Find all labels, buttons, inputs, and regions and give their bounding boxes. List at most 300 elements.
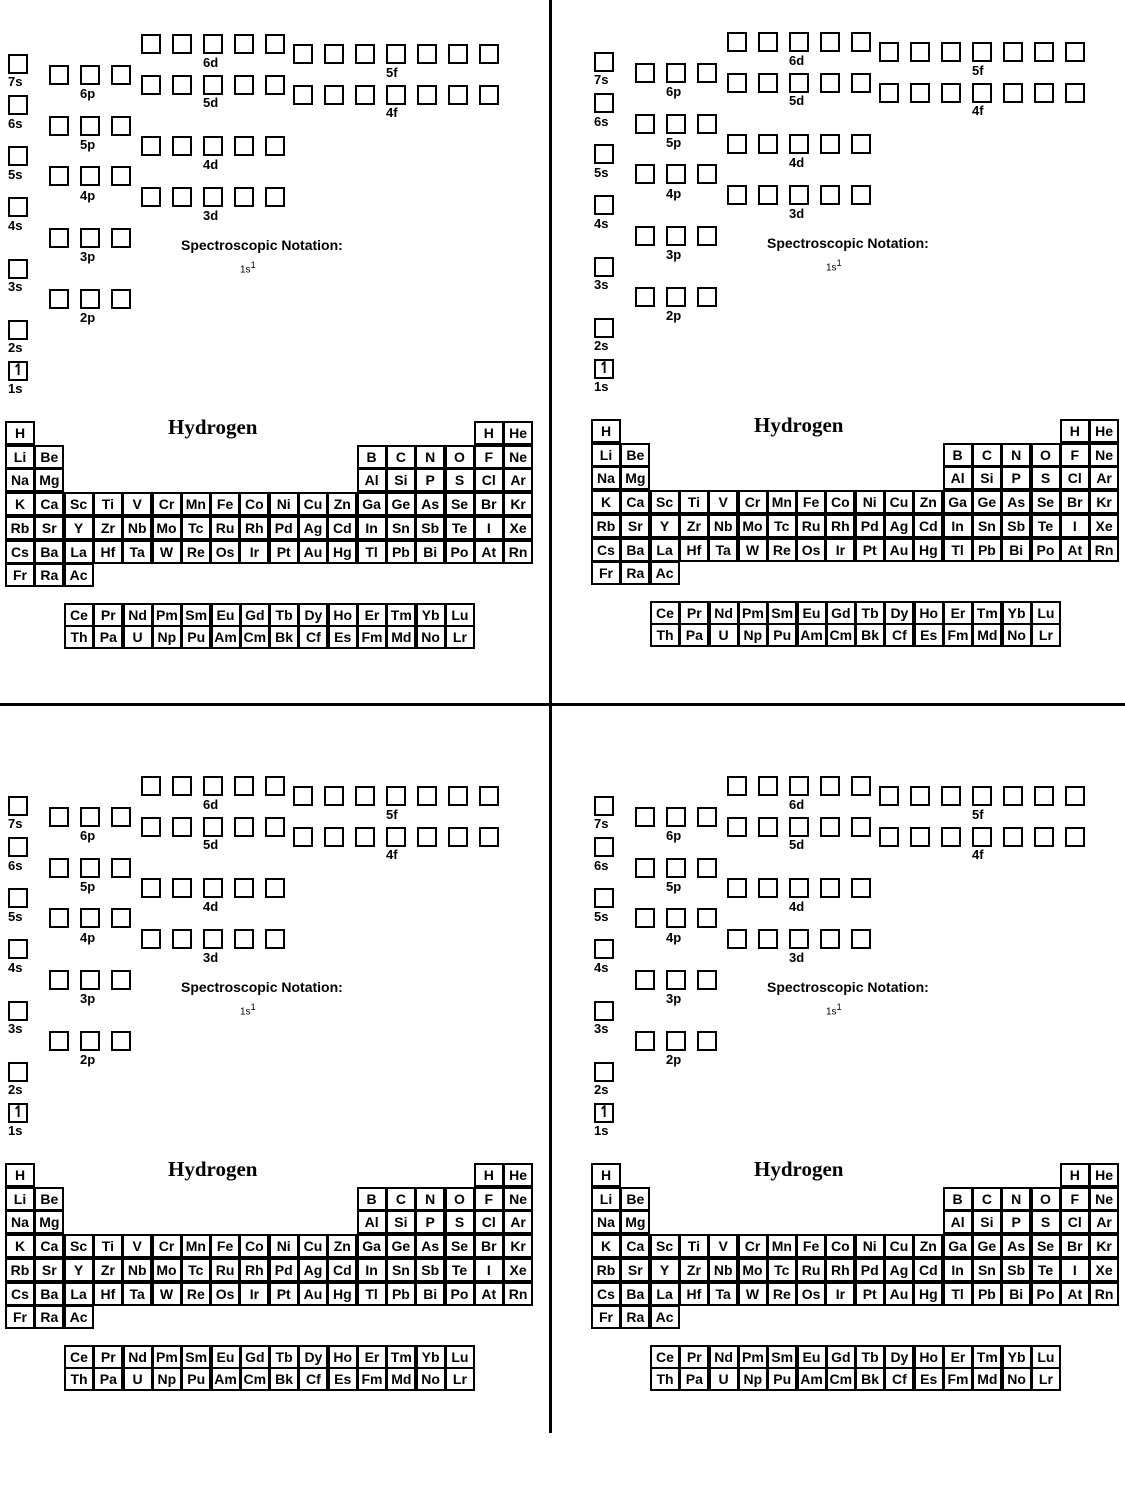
element-cell-H: H: [5, 1163, 35, 1187]
orbital-box-7s[interactable]: [594, 52, 614, 72]
orbital-box-6p[interactable]: [49, 65, 69, 85]
orbital-label-6p: 6p: [80, 86, 96, 101]
element-cell-O: O: [1031, 443, 1061, 467]
orbital-box-4f[interactable]: [355, 827, 375, 847]
orbital-box-5f[interactable]: [972, 42, 992, 62]
orbital-box-6p[interactable]: [697, 63, 717, 83]
orbital-box-5f[interactable]: [324, 44, 344, 64]
orbital-box-4f[interactable]: [324, 827, 344, 847]
orbital-box-3s[interactable]: [8, 1001, 28, 1021]
element-cell-Os: Os: [210, 540, 240, 564]
orbital-box-3p[interactable]: [111, 970, 131, 990]
orbital-box-4s[interactable]: [594, 195, 614, 215]
element-cell-Tm: Tm: [972, 601, 1002, 625]
orbital-box-6d[interactable]: [727, 776, 747, 796]
orbital-box-5d[interactable]: [234, 817, 254, 837]
orbital-box-2s[interactable]: [594, 1062, 614, 1082]
element-cell-Ti: Ti: [679, 490, 709, 514]
element-cell-Hg: Hg: [913, 1282, 943, 1306]
orbital-box-5f[interactable]: [910, 786, 930, 806]
orbital-box-4d[interactable]: [234, 136, 254, 156]
orbital-box-6d[interactable]: [789, 32, 809, 52]
orbital-box-5d[interactable]: [851, 817, 871, 837]
orbital-box-4p[interactable]: [49, 166, 69, 186]
orbital-box-3p[interactable]: [697, 970, 717, 990]
orbital-box-5p[interactable]: [80, 858, 100, 878]
orbital-box-5p[interactable]: [635, 114, 655, 134]
orbital-box-6d[interactable]: [265, 776, 285, 796]
orbital-box-5d[interactable]: [789, 73, 809, 93]
element-cell-Au: Au: [298, 540, 328, 564]
orbital-box-5f[interactable]: [448, 786, 468, 806]
orbital-box-5f[interactable]: [355, 44, 375, 64]
element-cell-Co: Co: [825, 1234, 855, 1258]
element-cell-Tm: Tm: [386, 603, 416, 627]
orbital-box-6d[interactable]: [851, 776, 871, 796]
element-cell-Ra: Ra: [620, 561, 650, 585]
element-cell-He: He: [1089, 1163, 1119, 1187]
orbital-box-2p[interactable]: [697, 287, 717, 307]
orbital-box-2p[interactable]: [80, 1031, 100, 1051]
orbital-box-5p[interactable]: [635, 858, 655, 878]
element-cell-Cf: Cf: [298, 1367, 328, 1391]
orbital-box-3d[interactable]: [758, 929, 778, 949]
orbital-box-3p[interactable]: [111, 228, 131, 248]
orbital-box-5f[interactable]: [479, 786, 499, 806]
orbital-box-2p[interactable]: [666, 287, 686, 307]
orbital-box-2s[interactable]: [8, 1062, 28, 1082]
element-cell-Pm: Pm: [152, 603, 182, 627]
orbital-box-6p[interactable]: [80, 807, 100, 827]
orbital-box-5f[interactable]: [386, 786, 406, 806]
element-cell-Cl: Cl: [1060, 1210, 1090, 1234]
orbital-box-3s[interactable]: [8, 259, 28, 279]
orbital-box-4d[interactable]: [758, 134, 778, 154]
element-cell-Pr: Pr: [679, 601, 709, 625]
orbital-box-6s[interactable]: [8, 837, 28, 857]
orbital-box-6d[interactable]: [203, 776, 223, 796]
orbital-box-5s[interactable]: [594, 888, 614, 908]
orbital-box-5d[interactable]: [820, 817, 840, 837]
orbital-box-5f[interactable]: [417, 786, 437, 806]
orbital-box-4d[interactable]: [265, 136, 285, 156]
orbital-box-5p[interactable]: [49, 858, 69, 878]
orbital-box-4f[interactable]: [417, 827, 437, 847]
orbital-box-6p[interactable]: [49, 807, 69, 827]
orbital-box-4f[interactable]: [972, 83, 992, 103]
orbital-box-5f[interactable]: [910, 42, 930, 62]
orbital-box-4f[interactable]: [417, 85, 437, 105]
element-cell-Ni: Ni: [269, 492, 299, 516]
orbital-box-3p[interactable]: [49, 228, 69, 248]
orbital-box-4f[interactable]: [448, 827, 468, 847]
orbital-box-5d[interactable]: [727, 817, 747, 837]
element-cell-U: U: [709, 1367, 739, 1391]
orbital-box-3d[interactable]: [172, 187, 192, 207]
orbital-box-5d[interactable]: [265, 817, 285, 837]
orbital-box-5p[interactable]: [111, 116, 131, 136]
orbital-box-5s[interactable]: [8, 888, 28, 908]
orbital-box-3d[interactable]: [758, 185, 778, 205]
element-cell-Nd: Nd: [123, 603, 153, 627]
orbital-box-5p[interactable]: [111, 858, 131, 878]
orbital-box-5f[interactable]: [293, 786, 313, 806]
orbital-box-1s[interactable]: [8, 361, 28, 381]
orbital-box-6d[interactable]: [789, 776, 809, 796]
orbital-box-5p[interactable]: [697, 114, 717, 134]
orbital-box-6d[interactable]: [265, 34, 285, 54]
orbital-box-3d[interactable]: [172, 929, 192, 949]
orbital-box-5f[interactable]: [1065, 42, 1085, 62]
orbital-box-5p[interactable]: [80, 116, 100, 136]
element-cell-Te: Te: [445, 516, 475, 540]
orbital-box-4d[interactable]: [851, 134, 871, 154]
orbital-box-1s[interactable]: [8, 1103, 28, 1123]
orbital-box-5d[interactable]: [851, 73, 871, 93]
orbital-box-4d[interactable]: [203, 878, 223, 898]
orbital-box-6d[interactable]: [172, 776, 192, 796]
orbital-box-4f[interactable]: [1003, 827, 1023, 847]
element-cell-Mn: Mn: [767, 490, 797, 514]
orbital-box-6d[interactable]: [172, 34, 192, 54]
element-cell-Ta: Ta: [122, 540, 152, 564]
element-cell-Er: Er: [357, 1345, 387, 1369]
orbital-box-6p[interactable]: [697, 807, 717, 827]
orbital-label-2p: 2p: [80, 1052, 96, 1067]
orbital-box-4d[interactable]: [265, 878, 285, 898]
orbital-box-5d[interactable]: [141, 75, 161, 95]
element-cell-Cs: Cs: [5, 1282, 35, 1306]
orbital-box-2s[interactable]: [8, 320, 28, 340]
orbital-box-2p[interactable]: [80, 289, 100, 309]
orbital-box-6d[interactable]: [758, 776, 778, 796]
orbital-box-5d[interactable]: [265, 75, 285, 95]
element-cell-Yb: Yb: [1002, 601, 1032, 625]
orbital-box-7s[interactable]: [8, 54, 28, 74]
orbital-box-5f[interactable]: [355, 786, 375, 806]
orbital-box-4s[interactable]: [594, 939, 614, 959]
orbital-box-5d[interactable]: [172, 75, 192, 95]
element-cell-Pu: Pu: [181, 1367, 211, 1391]
orbital-box-4d[interactable]: [141, 136, 161, 156]
orbital-box-5f[interactable]: [1003, 786, 1023, 806]
orbital-box-5f[interactable]: [941, 786, 961, 806]
orbital-box-4d[interactable]: [758, 878, 778, 898]
orbital-box-3p[interactable]: [635, 226, 655, 246]
orbital-box-6p[interactable]: [635, 63, 655, 83]
orbital-box-4f[interactable]: [1003, 83, 1023, 103]
element-cell-Fe: Fe: [210, 492, 240, 516]
orbital-box-4f[interactable]: [910, 83, 930, 103]
element-cell-Pd: Pd: [855, 514, 885, 538]
orbital-box-4f[interactable]: [910, 827, 930, 847]
element-cell-Eu: Eu: [211, 1345, 241, 1369]
orbital-box-5p[interactable]: [666, 114, 686, 134]
orbital-box-4f[interactable]: [941, 83, 961, 103]
orbital-box-5f[interactable]: [879, 786, 899, 806]
orbital-worksheet-panel: [0, 0, 549, 700]
orbital-box-4d[interactable]: [789, 134, 809, 154]
orbital-box-6d[interactable]: [727, 32, 747, 52]
orbital-box-6d[interactable]: [758, 32, 778, 52]
orbital-box-2p[interactable]: [697, 1031, 717, 1051]
element-cell-Fe: Fe: [796, 490, 826, 514]
orbital-box-4d[interactable]: [789, 878, 809, 898]
orbital-box-4p[interactable]: [111, 166, 131, 186]
element-cell-H: H: [5, 421, 35, 445]
orbital-box-6s[interactable]: [594, 837, 614, 857]
element-cell-Mg: Mg: [34, 468, 64, 492]
element-cell-Li: Li: [591, 443, 621, 467]
orbital-box-5s[interactable]: [8, 146, 28, 166]
element-cell-Es: Es: [328, 1367, 358, 1391]
orbital-box-4f[interactable]: [293, 85, 313, 105]
orbital-box-5f[interactable]: [1034, 786, 1054, 806]
orbital-box-5d[interactable]: [203, 75, 223, 95]
orbital-label-6d: 6d: [203, 797, 219, 812]
orbital-box-5d[interactable]: [234, 75, 254, 95]
orbital-box-5f[interactable]: [386, 44, 406, 64]
orbital-box-6p[interactable]: [666, 63, 686, 83]
orbital-label-2s: 2s: [594, 1082, 609, 1097]
orbital-box-3p[interactable]: [666, 226, 686, 246]
orbital-box-4d[interactable]: [820, 878, 840, 898]
orbital-box-6d[interactable]: [820, 776, 840, 796]
orbital-box-4f[interactable]: [1065, 827, 1085, 847]
element-cell-I: I: [1060, 1258, 1090, 1282]
orbital-box-3d[interactable]: [727, 185, 747, 205]
orbital-box-4p[interactable]: [666, 908, 686, 928]
orbital-box-4f[interactable]: [479, 85, 499, 105]
element-cell-Re: Re: [181, 1282, 211, 1306]
orbital-box-4d[interactable]: [727, 878, 747, 898]
element-cell-No: No: [416, 625, 446, 649]
orbital-box-5d[interactable]: [203, 817, 223, 837]
orbital-box-6s[interactable]: [594, 93, 614, 113]
element-cell-As: As: [415, 1234, 445, 1258]
orbital-box-4f[interactable]: [386, 827, 406, 847]
orbital-box-4p[interactable]: [635, 908, 655, 928]
orbital-box-3p[interactable]: [49, 970, 69, 990]
element-cell-Hg: Hg: [913, 538, 943, 562]
orbital-box-5p[interactable]: [666, 858, 686, 878]
orbital-box-3d[interactable]: [265, 187, 285, 207]
orbital-box-6d[interactable]: [851, 32, 871, 52]
orbital-box-4s[interactable]: [8, 197, 28, 217]
orbital-box-6s[interactable]: [8, 95, 28, 115]
orbital-box-3s[interactable]: [594, 1001, 614, 1021]
orbital-box-6d[interactable]: [820, 32, 840, 52]
orbital-box-6d[interactable]: [234, 776, 254, 796]
element-cell-Ge: Ge: [972, 1234, 1002, 1258]
orbital-box-3p[interactable]: [666, 970, 686, 990]
orbital-box-4d[interactable]: [727, 134, 747, 154]
orbital-box-2p[interactable]: [111, 289, 131, 309]
orbital-box-3d[interactable]: [234, 187, 254, 207]
orbital-box-4f[interactable]: [324, 85, 344, 105]
orbital-box-3d[interactable]: [141, 187, 161, 207]
element-cell-Tl: Tl: [357, 540, 387, 564]
orbital-box-2s[interactable]: [594, 318, 614, 338]
element-cell-Hg: Hg: [327, 1282, 357, 1306]
orbital-box-6p[interactable]: [635, 807, 655, 827]
orbital-box-6p[interactable]: [666, 807, 686, 827]
orbital-box-5f[interactable]: [972, 786, 992, 806]
orbital-box-5f[interactable]: [417, 44, 437, 64]
orbital-box-2p[interactable]: [111, 1031, 131, 1051]
orbital-box-5d[interactable]: [789, 817, 809, 837]
orbital-box-3d[interactable]: [265, 929, 285, 949]
orbital-box-5f[interactable]: [448, 44, 468, 64]
orbital-box-2p[interactable]: [635, 1031, 655, 1051]
orbital-box-4d[interactable]: [172, 878, 192, 898]
element-cell-Br: Br: [474, 492, 504, 516]
orbital-box-6p[interactable]: [80, 65, 100, 85]
orbital-box-5f[interactable]: [1034, 42, 1054, 62]
element-cell-Dy: Dy: [298, 1345, 328, 1369]
element-cell-Pa: Pa: [93, 1367, 123, 1391]
orbital-box-5d[interactable]: [141, 817, 161, 837]
orbital-box-5d[interactable]: [758, 73, 778, 93]
orbital-box-4f[interactable]: [386, 85, 406, 105]
orbital-box-4d[interactable]: [203, 136, 223, 156]
element-cell-Sb: Sb: [1001, 514, 1031, 538]
element-cell-Md: Md: [972, 623, 1002, 647]
orbital-box-5f[interactable]: [941, 42, 961, 62]
element-cell-Fr: Fr: [591, 1305, 621, 1329]
orbital-box-6d[interactable]: [141, 34, 161, 54]
element-cell-Mo: Mo: [152, 1258, 182, 1282]
orbital-box-4f[interactable]: [1065, 83, 1085, 103]
orbital-box-4f[interactable]: [293, 827, 313, 847]
orbital-box-4f[interactable]: [355, 85, 375, 105]
orbital-box-5d[interactable]: [758, 817, 778, 837]
orbital-box-4p[interactable]: [80, 166, 100, 186]
orbital-box-3s[interactable]: [594, 257, 614, 277]
orbital-box-4p[interactable]: [80, 908, 100, 928]
orbital-box-3p[interactable]: [80, 228, 100, 248]
element-cell-P: P: [1001, 466, 1031, 490]
orbital-box-3d[interactable]: [234, 929, 254, 949]
orbital-label-6d: 6d: [789, 53, 805, 68]
orbital-box-3d[interactable]: [203, 929, 223, 949]
orbital-box-3d[interactable]: [789, 929, 809, 949]
orbital-box-4p[interactable]: [49, 908, 69, 928]
orbital-box-3p[interactable]: [697, 226, 717, 246]
element-cell-No: No: [1002, 623, 1032, 647]
orbital-box-4d[interactable]: [851, 878, 871, 898]
element-cell-Ge: Ge: [972, 490, 1002, 514]
orbital-box-5f[interactable]: [479, 44, 499, 64]
element-cell-Kr: Kr: [503, 492, 533, 516]
orbital-box-4f[interactable]: [941, 827, 961, 847]
orbital-box-7s[interactable]: [8, 796, 28, 816]
orbital-box-4p[interactable]: [111, 908, 131, 928]
orbital-box-2p[interactable]: [635, 287, 655, 307]
element-cell-Cu: Cu: [884, 490, 914, 514]
orbital-box-4f[interactable]: [879, 827, 899, 847]
element-cell-Cd: Cd: [913, 514, 943, 538]
orbital-box-3d[interactable]: [851, 929, 871, 949]
orbital-box-6d[interactable]: [203, 34, 223, 54]
orbital-box-5s[interactable]: [594, 144, 614, 164]
orbital-label-5d: 5d: [789, 93, 805, 108]
orbital-box-5f[interactable]: [1003, 42, 1023, 62]
orbital-box-2p[interactable]: [49, 1031, 69, 1051]
orbital-box-4f[interactable]: [1034, 827, 1054, 847]
orbital-box-5d[interactable]: [727, 73, 747, 93]
orbital-box-4s[interactable]: [8, 939, 28, 959]
element-cell-No: No: [1002, 1367, 1032, 1391]
element-cell-B: B: [943, 443, 973, 467]
orbital-box-4d[interactable]: [234, 878, 254, 898]
element-cell-S: S: [445, 1210, 475, 1234]
orbital-box-5f[interactable]: [324, 786, 344, 806]
element-cell-Kr: Kr: [1089, 1234, 1119, 1258]
orbital-box-6p[interactable]: [111, 65, 131, 85]
orbital-box-5p[interactable]: [49, 116, 69, 136]
orbital-box-3d[interactable]: [203, 187, 223, 207]
orbital-box-6d[interactable]: [234, 34, 254, 54]
orbital-box-6p[interactable]: [111, 807, 131, 827]
orbital-box-4d[interactable]: [172, 136, 192, 156]
orbital-box-3d[interactable]: [727, 929, 747, 949]
orbital-label-4f: 4f: [972, 103, 984, 118]
orbital-box-4d[interactable]: [820, 134, 840, 154]
orbital-box-4f[interactable]: [972, 827, 992, 847]
orbital-box-2p[interactable]: [666, 1031, 686, 1051]
orbital-box-4p[interactable]: [635, 164, 655, 184]
orbital-box-5d[interactable]: [820, 73, 840, 93]
orbital-box-3p[interactable]: [80, 970, 100, 990]
orbital-box-3d[interactable]: [820, 929, 840, 949]
orbital-box-1s[interactable]: [594, 359, 614, 379]
element-cell-Np: Np: [738, 1367, 768, 1391]
orbital-box-5f[interactable]: [879, 42, 899, 62]
orbital-box-5p[interactable]: [697, 858, 717, 878]
orbital-box-4f[interactable]: [448, 85, 468, 105]
orbital-box-5f[interactable]: [1065, 786, 1085, 806]
orbital-box-3p[interactable]: [635, 970, 655, 990]
orbital-box-3d[interactable]: [789, 185, 809, 205]
element-cell-Co: Co: [825, 490, 855, 514]
element-cell-Cr: Cr: [152, 1234, 182, 1258]
orbital-box-4p[interactable]: [697, 908, 717, 928]
orbital-box-7s[interactable]: [594, 796, 614, 816]
orbital-box-4d[interactable]: [141, 878, 161, 898]
orbital-box-4p[interactable]: [697, 164, 717, 184]
orbital-box-1s[interactable]: [594, 1103, 614, 1123]
orbital-box-5f[interactable]: [293, 44, 313, 64]
element-cell-Rn: Rn: [1089, 538, 1119, 562]
notation-orbital: 1s: [240, 1006, 251, 1018]
element-cell-Sb: Sb: [1001, 1258, 1031, 1282]
element-cell-Na: Na: [5, 1210, 35, 1234]
element-cell-Co: Co: [239, 1234, 269, 1258]
orbital-box-4f[interactable]: [879, 83, 899, 103]
orbital-box-3d[interactable]: [851, 185, 871, 205]
orbital-box-3d[interactable]: [820, 185, 840, 205]
orbital-box-5d[interactable]: [172, 817, 192, 837]
orbital-box-6d[interactable]: [141, 776, 161, 796]
orbital-box-4f[interactable]: [479, 827, 499, 847]
orbital-box-2p[interactable]: [49, 289, 69, 309]
orbital-box-3d[interactable]: [141, 929, 161, 949]
orbital-box-4p[interactable]: [666, 164, 686, 184]
element-cell-Ac: Ac: [64, 1305, 94, 1329]
orbital-box-4f[interactable]: [1034, 83, 1054, 103]
element-cell-Bi: Bi: [1001, 1282, 1031, 1306]
